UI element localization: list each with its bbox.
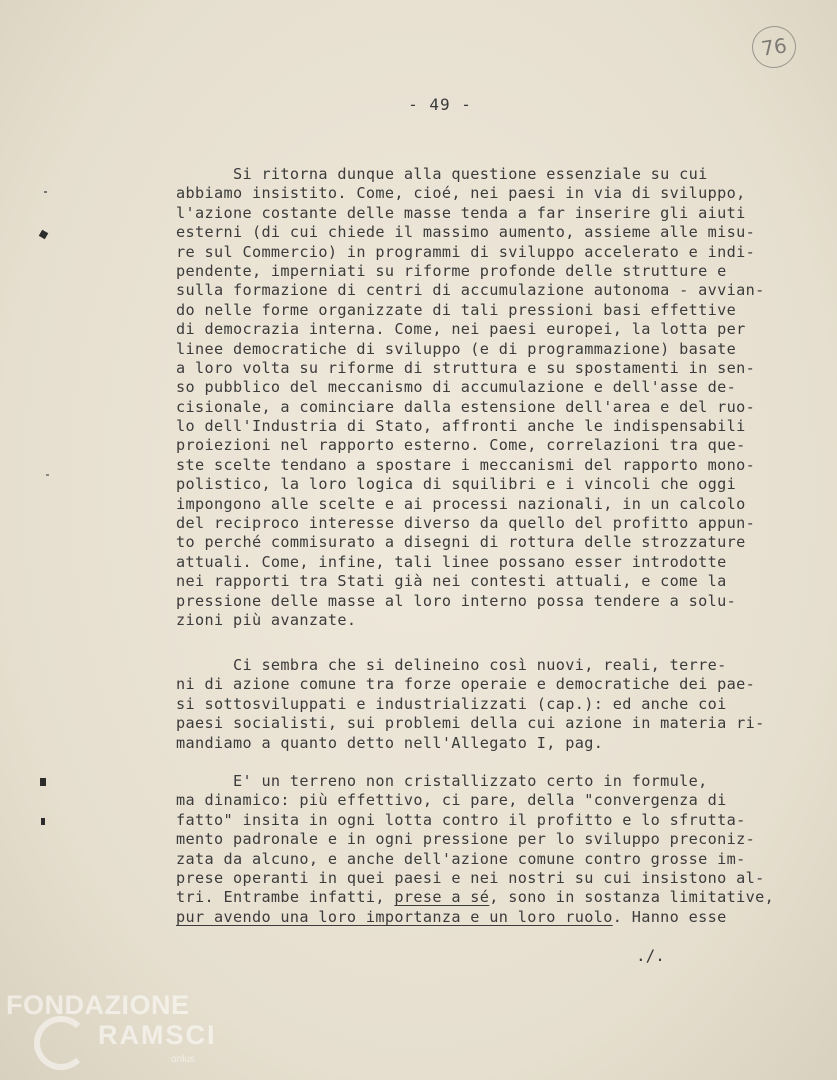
underlined-phrase: pur avendo una loro importanza e un loro ruolo <box>176 907 613 926</box>
watermark-g-icon <box>34 1016 88 1070</box>
text-line: prese operanti in quei paesi e nei nostri su cui insistono al- <box>176 868 765 887</box>
text-line: cisionale, a cominciare dalla estensione dell'area e del ruo- <box>176 397 756 416</box>
paragraph-1 <box>176 165 796 630</box>
text-line: ma dinamico: più effettivo, ci pare, della "convergenza di <box>176 791 727 810</box>
archive-number: 76 <box>759 33 789 61</box>
text-line-underlined <box>176 888 796 907</box>
text-line: sulla formazione di centri di accumulazione autonoma - avvian- <box>176 281 765 300</box>
text-line-underlined <box>176 908 796 927</box>
watermark-line2: RAMSCI <box>98 1020 217 1050</box>
text-line: paesi socialisti, sui problemi della cui azione in materia ri- <box>176 714 765 733</box>
text-segment: . Hanno esse <box>612 907 727 926</box>
text-line: abbiamo insistito. Come, cioé, nei paesi in via di sviluppo, <box>176 184 746 203</box>
text-line: lo dell'Industria di Stato, affronti anche le indispensabili <box>176 417 746 436</box>
watermark-suffix: onlus <box>171 1054 195 1065</box>
text-line: attuali. Come, infine, tali linee possano esser introdotte <box>176 552 727 571</box>
text-line: fatto" insita in ogni lotta contro il profitto e lo sfrutta- <box>176 810 746 829</box>
text-line: l'azione costante delle masse tenda a far inserire gli aiuti <box>176 203 746 222</box>
text-line: proiezioni nel rapporto esterno. Come, correlazioni tra que- <box>176 436 746 455</box>
text-line: nei rapporti tra Stati già nei contesti attuali, e come la <box>176 572 727 591</box>
text-line: zata da alcuno, e anche dell'azione comune contro grosse im- <box>176 849 746 868</box>
text-line: ni di azione comune tra forze operaie e democratiche dei pae- <box>176 675 756 694</box>
page-number: - 49 - <box>408 95 472 114</box>
text-line: mandiamo a quanto detto nell'Allegato I, pag. <box>176 733 604 752</box>
text-line: mento padronale e in ogni pressione per lo sviluppo preconiz- <box>176 830 756 849</box>
text-line: si sottosviluppati e industrializzati (cap.): ed anche coi <box>176 694 727 713</box>
archive-number-stamp <box>749 23 798 71</box>
watermark-logo <box>6 990 266 1070</box>
text-line: re sul Commercio) in programmi di sviluppo accelerato e indi- <box>176 242 756 261</box>
margin-mark <box>40 778 46 786</box>
text-segment: , sono in sostanza limitative, <box>489 888 775 907</box>
margin-speck <box>46 474 49 476</box>
paragraph-3 <box>176 772 796 927</box>
text-line: pendente, imperniati su riforme profonde delle strutture e <box>176 261 727 280</box>
text-line: Si ritorna dunque alla questione essenziale su cui <box>176 165 708 183</box>
text-line: impongono alle scelte e ai processi nazionali, in un calcolo <box>176 494 746 513</box>
text-line: Ci sembra che si delineino così nuovi, reali, terre- <box>176 656 727 674</box>
text-line: ste scelte tendano a spostare i meccanismi del rapporto mono- <box>176 455 756 474</box>
text-line: di democrazia interna. Come, nei paesi europei, la lotta per <box>176 320 746 339</box>
margin-speck <box>44 191 47 193</box>
underlined-phrase: prese a sé <box>394 888 490 907</box>
text-line: a loro volta su riforme di struttura e su spostamenti in sen- <box>176 358 756 377</box>
text-line: pressione delle masse al loro interno possa tendere a solu- <box>176 591 737 610</box>
text-segment: tri. Entrambe infatti, <box>176 888 395 907</box>
margin-mark <box>39 230 49 240</box>
watermark-line1: FONDAZIONE <box>6 990 190 1020</box>
margin-mark <box>41 818 45 825</box>
text-line: esterni (di cui chiede il massimo aumento, assieme alle misu- <box>176 223 756 242</box>
text-line: so pubblico del meccanismo di accumulazione e dell'asse de- <box>176 378 737 397</box>
paragraph-2 <box>176 656 796 753</box>
text-line: zioni più avanzate. <box>176 610 357 629</box>
continuation-mark: ./. <box>636 946 665 965</box>
text-line: polistico, la loro logica di squilibri e i vincoli che oggi <box>176 475 737 494</box>
text-line: to perché commisurato a disegni di rottura delle strozzature <box>176 533 746 552</box>
text-line: linee democratiche di sviluppo (e di programmazione) basate <box>176 339 737 358</box>
text-line: del reciproco interesse diverso da quello del profitto appun- <box>176 514 756 533</box>
text-line: do nelle forme organizzate di tali pressioni basi effettive <box>176 300 737 319</box>
text-line: E' un terreno non cristallizzato certo in formule, <box>176 772 708 790</box>
